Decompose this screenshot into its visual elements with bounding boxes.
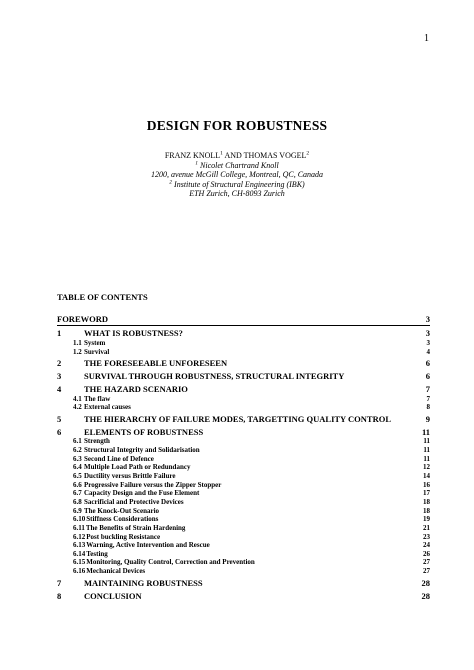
toc-entry-number: 6.3 <box>73 454 82 463</box>
affiliation-1-address: 1200, avenue McGill College, Montreal, QC, Canada <box>150 170 324 180</box>
toc-chapter-row <box>57 313 430 324</box>
toc-section-row <box>57 471 430 480</box>
toc-divider <box>57 325 430 326</box>
toc-entry-number: 6.9 <box>73 506 82 515</box>
affiliation-2-address: ETH Zurich, CH-8093 Zurich <box>189 189 285 199</box>
toc-section-row <box>57 445 430 454</box>
toc-entry-number: 2 <box>57 358 62 369</box>
toc-entry-title: Stiffness Considerations <box>86 515 159 524</box>
toc-entry-page: 6 <box>425 358 430 369</box>
toc-entry-number: 1.1 <box>73 339 82 348</box>
toc-section-row <box>57 566 430 575</box>
toc-entry-title: Progressive Failure versus the Zipper Stopper <box>84 480 222 489</box>
author-names: FRANZ KNOLL$^1$ AND THOMAS VOGEL$^2$ <box>164 150 310 160</box>
toc-entry-number: 6.2 <box>73 446 82 455</box>
toc-entry-title: MAINTAINING ROBUSTNESS <box>84 577 203 588</box>
toc-entry-title: FOREWORD <box>57 313 108 324</box>
toc-entry-number: 6.13 <box>73 541 86 550</box>
toc-entry-number: 6.6 <box>73 480 82 489</box>
toc-entry-title: Sacrificial and Protective Devices <box>84 497 184 506</box>
toc-entry-page: 3 <box>426 339 430 348</box>
toc-entry-number: 1.2 <box>73 347 82 356</box>
toc-entry-number: 4.1 <box>73 394 82 403</box>
toc-entry-page: 6 <box>425 371 430 382</box>
toc-entry-title: Multiple Load Path or Redundancy <box>84 463 191 472</box>
toc-entry-title: External causes <box>84 403 131 412</box>
toc-entry-title: System <box>84 339 106 348</box>
toc-entry-title: WHAT IS ROBUSTNESS? <box>84 328 183 339</box>
toc-entry-page: 18 <box>423 506 430 515</box>
toc-section-row <box>57 549 430 558</box>
toc-section-row <box>57 489 430 498</box>
toc-entry-page: 7 <box>426 394 430 403</box>
toc-entry-page: 3 <box>425 313 430 324</box>
toc-chapter-row <box>57 358 430 369</box>
toc-section-row <box>57 454 430 463</box>
toc-chapter-row <box>57 328 430 339</box>
toc-entry-number: 6.5 <box>73 472 82 481</box>
toc-entry-page: 8 <box>426 403 430 412</box>
toc-entry-page: 11 <box>423 454 430 463</box>
toc-entry-number: 4 <box>57 384 62 394</box>
affiliation-2-name: $^2$ Institute of Structural Engineering (IBK) <box>169 179 305 189</box>
document-title: DESIGN FOR ROBUSTNESS <box>146 118 328 133</box>
toc-entry-title: CONCLUSION <box>84 590 142 601</box>
toc-entry-title: Warning, Active Intervention and Rescue <box>86 541 210 550</box>
toc-entry-number: 5 <box>57 414 62 425</box>
toc-entry-number: 6.12 <box>73 532 86 541</box>
toc-section-row <box>57 515 430 524</box>
toc-heading: TABLE OF CONTENTS <box>57 292 148 302</box>
toc-entry-title: ELEMENTS OF ROBUSTNESS <box>84 426 204 437</box>
toc-entry-title: THE HAZARD SCENARIO <box>84 384 188 394</box>
toc-entry-title: Monitoring, Quality Control, Correction and Prevention <box>86 558 255 567</box>
toc-entry-title: Strength <box>84 437 110 446</box>
toc-entry-title: SURVIVAL THROUGH ROBUSTNESS, STRUCTURAL INTEGRITY <box>84 371 345 382</box>
toc-entry-page: 17 <box>423 489 430 498</box>
toc-entry-title: The Benefits of Strain Hardening <box>85 523 186 532</box>
toc-chapter-row <box>57 371 430 382</box>
toc-entry-page: 24 <box>423 541 430 550</box>
toc-entry-number: 6.15 <box>73 558 86 567</box>
toc-section-row <box>57 463 430 472</box>
table-of-contents <box>57 313 430 601</box>
toc-entry-number: 6.14 <box>73 549 86 558</box>
toc-entry-title: Mechanical Devices <box>86 567 146 576</box>
toc-entry-page: 11 <box>421 426 430 437</box>
toc-entry-page: 21 <box>423 523 430 532</box>
toc-entry-number: 1 <box>57 328 62 339</box>
toc-entry-title: Structural Integrity and Solidarisation <box>84 446 200 455</box>
toc-chapter-row <box>57 590 430 601</box>
toc-entry-page: 12 <box>423 463 430 472</box>
toc-chapter-row <box>57 383 430 394</box>
toc-entry-number: 8 <box>57 590 62 601</box>
toc-section-row <box>57 497 430 506</box>
toc-entry-page: 11 <box>423 437 430 446</box>
toc-section-row <box>57 532 430 541</box>
toc-entry-title: Post buckling Resistance <box>86 532 161 541</box>
toc-section-row <box>57 506 430 515</box>
toc-entry-title: THE FORESEEABLE UNFORESEEN <box>84 358 228 369</box>
toc-entry-page: 18 <box>423 497 430 506</box>
toc-entry-page: 7 <box>425 384 430 394</box>
toc-entry-title: Capacity Design and the Fuse Element <box>84 489 200 498</box>
toc-chapter-row <box>57 413 430 424</box>
toc-entry-number: 6.16 <box>73 567 86 576</box>
author-block <box>0 151 474 199</box>
toc-entry-number: 6 <box>57 426 62 437</box>
toc-entry-title: The flaw <box>84 394 111 403</box>
toc-section-row <box>57 523 430 532</box>
toc-entry-page: 28 <box>421 577 430 588</box>
toc-entry-number: 6.8 <box>73 497 82 506</box>
toc-entry-page: 27 <box>423 567 430 576</box>
toc-entry-number: 6.4 <box>73 463 82 472</box>
toc-entry-page: 28 <box>421 590 430 601</box>
toc-entry-page: 4 <box>426 347 430 356</box>
toc-entry-title: Survival <box>84 347 110 356</box>
toc-entry-number: 7 <box>57 577 62 588</box>
toc-entry-page: 14 <box>423 472 430 481</box>
toc-chapter-row <box>57 577 430 588</box>
affiliation-1-name: $^1$ Nicolet Chartrand Knoll <box>195 159 279 170</box>
toc-entry-number: 6.10 <box>73 515 86 524</box>
toc-entry-title: THE HIERARCHY OF FAILURE MODES, TARGETTING QUALITY CONTROL <box>84 414 391 425</box>
page-number: 1 <box>424 33 429 44</box>
toc-entry-title: Second Line of Defence <box>84 454 154 463</box>
toc-entry-title: The Knock-Out Scenario <box>84 506 160 515</box>
toc-section-row <box>57 338 430 347</box>
toc-entry-page: 19 <box>423 515 430 524</box>
toc-entry-title: Ductility versus Brittle Failure <box>84 472 176 481</box>
toc-section-row <box>57 558 430 567</box>
toc-entry-page: 23 <box>423 532 430 541</box>
toc-entry-number: 4.2 <box>73 403 82 412</box>
toc-entry-number: 6.11 <box>73 523 85 532</box>
toc-entry-number: 3 <box>57 371 62 382</box>
toc-section-row <box>57 347 430 356</box>
toc-entry-page: 9 <box>425 414 430 425</box>
toc-entry-page: 11 <box>423 446 430 455</box>
toc-section-row <box>57 480 430 489</box>
toc-section-row <box>57 403 430 412</box>
toc-entry-number: 6.1 <box>73 437 82 446</box>
toc-entry-page: 3 <box>425 328 430 339</box>
toc-entry-page: 26 <box>423 549 430 558</box>
toc-section-row <box>57 541 430 550</box>
toc-entry-page: 16 <box>423 480 430 489</box>
toc-entry-page: 27 <box>423 558 430 567</box>
toc-entry-number: 6.7 <box>73 489 82 498</box>
toc-chapter-row <box>57 426 430 437</box>
toc-section-row <box>57 394 430 403</box>
toc-entry-title: Testing <box>86 549 108 558</box>
toc-section-row <box>57 437 430 446</box>
